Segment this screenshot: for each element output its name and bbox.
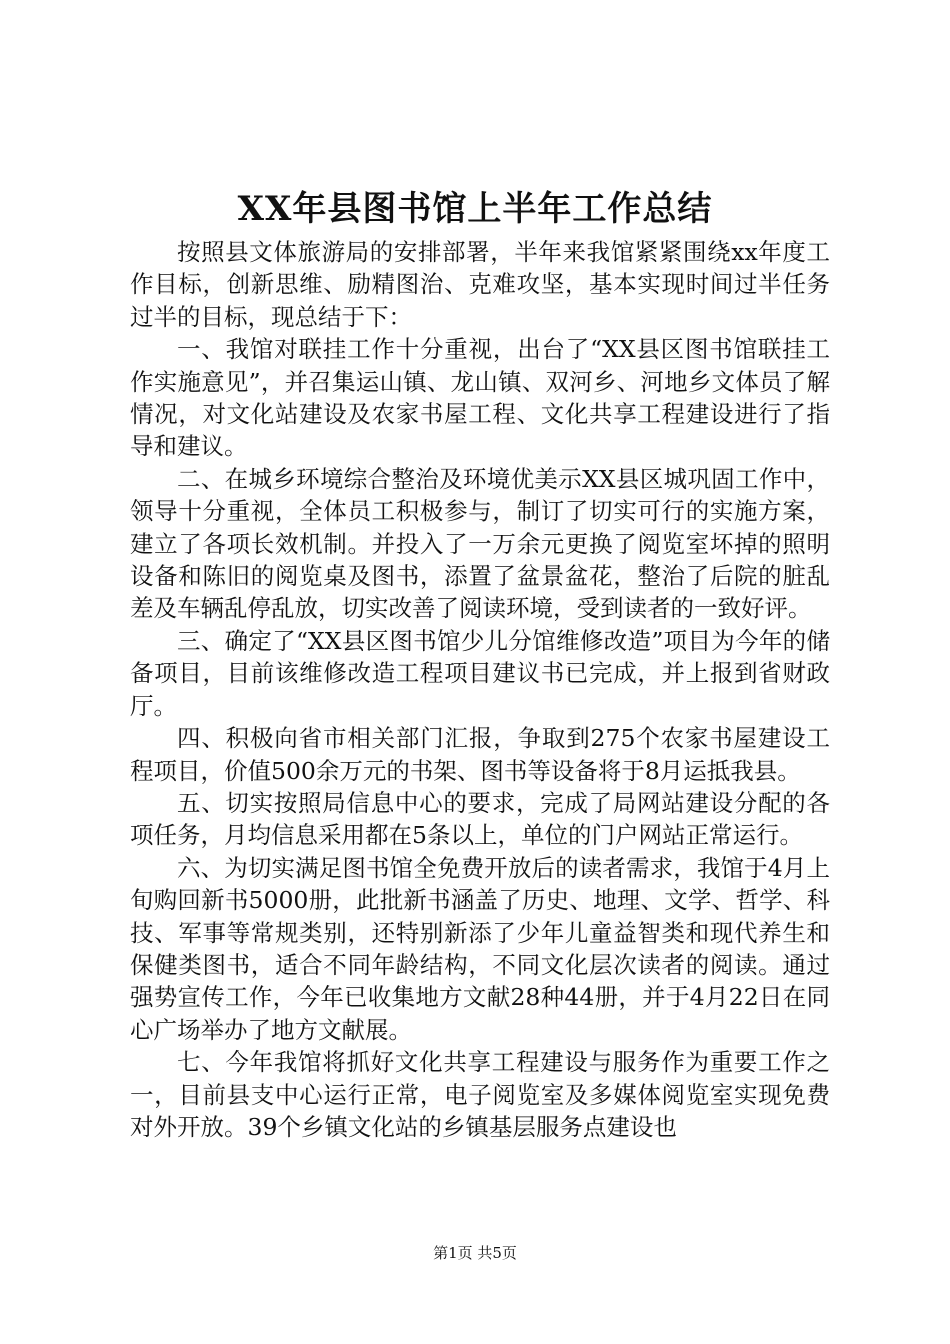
paragraph-4: 四、积极向省市相关部门汇报，争取到275个农家书屋建设工程项目，价值500余万元的书架、图书等设备将于8月运抵我县。 [130, 724, 830, 785]
paragraph-1: 一、我馆对联挂工作十分重视，出台了“XX县区图书馆联挂工作实施意见”，并召集运山镇、龙山镇、双河乡、河地乡文体员了解情况，对文化站建设及农家书屋工程、文化共享工程建设进行了指导和建议。 [130, 335, 830, 461]
paragraph-2: 二、在城乡环境综合整治及环境优美示XX县区城巩固工作中，领导十分重视，全体员工积极参与，制订了切实可行的实施方案，建立了各项长效机制。并投入了一万余元更换了阅览室坏掉的照明设备和陈旧的阅览桌及图书，添置了盆景盆花，整治了后院的脏乱差及车辆乱停乱放，切实改善了阅读环境，受到读者的一致好评。 [130, 464, 830, 623]
document-title: XX年县图书馆上半年工作总结 [237, 189, 713, 229]
paragraph-intro: 按照县文体旅游局的安排部署，半年来我馆紧紧围绕xx年度工作目标，创新思维、励精图治、克难攻坚，基本实现时间过半任务过半的目标，现总结于下： [130, 238, 830, 331]
page-number-footer: 第1页 共5页 [433, 1244, 517, 1262]
paragraph-3: 三、确定了“XX县区图书馆少儿分馆维修改造”项目为今年的储备项目，目前该维修改造工程项目建议书已完成，并上报到省财政厅。 [130, 626, 830, 720]
paragraph-6: 六、为切实满足图书馆全免费开放后的读者需求，我馆于4月上旬购回新书5000册，此批新书涵盖了历史、地理、文学、哲学、科技、军事等常规类别，还特别新添了少年儿童益智类和现代养生和保健类图书，适合不同年龄结构，不同文化层次读者的阅读。通过强势宣传工作，今年已收集地方文献28种44册，并于4月22日在同心广场举办了地方文献展。 [130, 853, 830, 1044]
document-body [130, 236, 830, 1143]
paragraph-7: 七、今年我馆将抓好文化共享工程建设与服务作为重要工作之一，目前县支中心运行正常，电子阅览室及多媒体阅览室实现免费对外开放。39个乡镇文化站的乡镇基层服务点建设也 [130, 1048, 830, 1141]
paragraph-5: 五、切实按照局信息中心的要求，完成了局网站建设分配的各项任务，月均信息采用都在5条以上，单位的门户网站正常运行。 [130, 788, 830, 850]
